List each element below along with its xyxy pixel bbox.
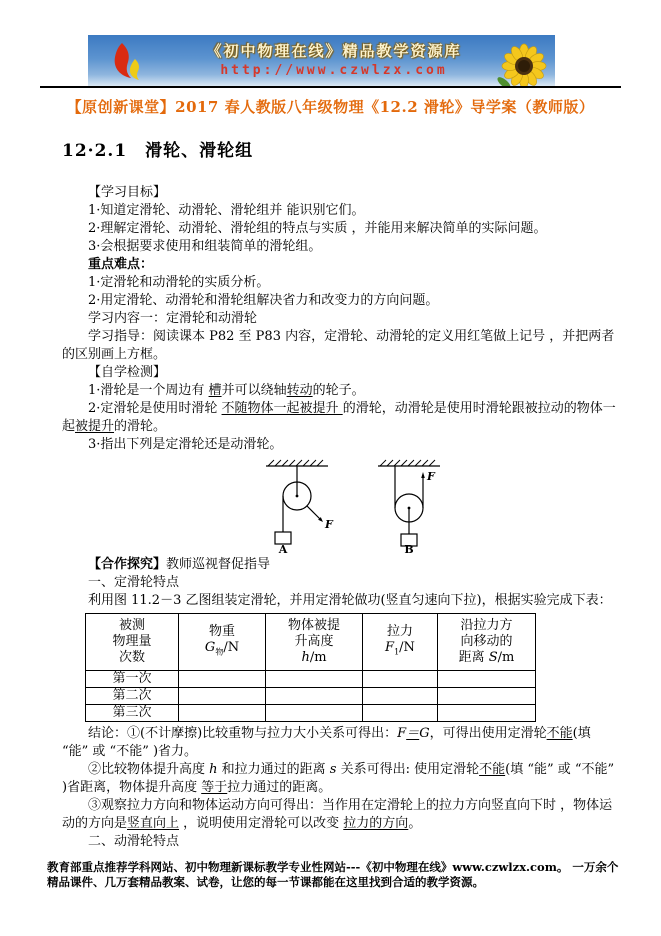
- col-header-force: [363, 614, 438, 671]
- symbol-F: F: [385, 639, 395, 655]
- study-guide-paragraph: 学习指导：阅读课本 P82 至 P83 内容，定滑轮、动滑轮的定义用红笔做上记号 ，并把两者的区别画上方框。: [62, 329, 615, 362]
- collab-title-bracket: 【合作探究】: [88, 557, 167, 572]
- text-segment: 并可以绕轴: [221, 383, 287, 398]
- text-segment: 关系可得出: 使用定滑轮: [336, 762, 480, 777]
- table-cell-empty: [363, 705, 438, 722]
- table-cell-empty: [179, 705, 266, 722]
- underlined-answer: 槽: [208, 383, 222, 398]
- unit: /N: [399, 639, 415, 655]
- content-topic-line: 学习内容一：定滑轮和动滑轮: [88, 311, 258, 326]
- table-cell-empty: [438, 688, 536, 705]
- document-body: [62, 142, 620, 851]
- header-line: 物重: [208, 623, 235, 639]
- text-segment: 2·定滑轮是使用时滑轮: [88, 401, 222, 416]
- text-segment: (填 “能” 或 “不能” )省距离，物体提升高度: [62, 762, 615, 795]
- row-label: 第二次: [86, 688, 179, 705]
- underlined-answer: 转动: [286, 383, 313, 398]
- text-segment: 结论：①(不计摩擦)比较重物与拉力大小关系可得出：: [88, 726, 398, 741]
- underlined-answer: 不能: [546, 726, 573, 741]
- symbol-G: G: [204, 639, 216, 655]
- text-segment: ③观察拉力方向和物体运动方向可得出：当作用在定滑轮上的拉力方向竖直向下时 ，物体运动的方向是: [62, 798, 613, 831]
- text-segment: 的滑轮。: [114, 419, 167, 434]
- text-segment: ，说明使用定滑轮可以改变: [179, 816, 344, 831]
- table-cell-empty: [266, 705, 363, 722]
- col-header-height: [266, 614, 363, 671]
- header-line: 距离: [458, 650, 489, 665]
- experiment-table: [85, 613, 536, 722]
- collab-title-rest: 教师巡视督促指导: [166, 557, 271, 572]
- keypoint-item-2: 2·用定滑轮、动滑轮和滑轮组解决省力和改变力的方向问题。: [88, 293, 439, 308]
- underlined-answer: 被提升: [75, 419, 115, 434]
- header-line: 向移动的: [460, 634, 513, 649]
- site-banner[interactable]: [88, 35, 555, 88]
- force-label-b: F: [427, 470, 435, 483]
- table-cell-empty: [363, 688, 438, 705]
- table-cell-empty: [438, 705, 536, 722]
- symbol-S: S: [488, 650, 498, 665]
- header-divider: [40, 86, 621, 88]
- unit: /m: [497, 650, 515, 665]
- header-formula: [438, 650, 535, 666]
- underlined-answer: 等于: [201, 780, 228, 795]
- header-formula: [266, 650, 362, 666]
- text-segment: 1·滑轮是一个周边有: [88, 383, 209, 398]
- keypoint-item-1: 1·定滑轮和动滑轮的实质分析。: [88, 275, 270, 290]
- col-header-measured: [86, 614, 179, 671]
- pulley-a-label: A: [278, 543, 288, 554]
- selfcheck-title: 【自学检测】: [88, 365, 167, 380]
- sunflower-image: [488, 41, 552, 88]
- subscript: 1: [394, 647, 400, 657]
- header-line: 被测: [118, 618, 145, 633]
- header-line: 次数: [118, 650, 145, 665]
- table-cell-empty: [179, 688, 266, 705]
- header-line: 物理量: [112, 634, 152, 649]
- underlined-answer: 不随物体一起被提升: [221, 401, 343, 416]
- force-label-a: F: [325, 518, 333, 531]
- page-footer: 教育部重点推荐学科网站、初中物理新课标教学专业性网站---《初中物理在线》www.czwlzx.com。 一万余个精品课件、几万套精品教案、试卷，让您的每一节课都能在这里找到合适的教学资源。: [47, 860, 619, 889]
- col-header-distance: [438, 614, 536, 671]
- conclusion-1: [62, 725, 620, 761]
- selfcheck-item-2: [62, 400, 620, 436]
- objectives-title: 【学习目标】: [88, 185, 167, 200]
- objective-item-2: 2·理解定滑轮、动滑轮、滑轮组的特点与实质 ，并能用来解决简单的实际问题。: [88, 221, 547, 236]
- unit: /N: [223, 639, 240, 655]
- movable-pulley-diagram-b: [378, 460, 440, 554]
- conclusion-3: [62, 797, 620, 833]
- symbol-h: h: [209, 762, 218, 777]
- pulley-b-label: B: [404, 543, 414, 554]
- pulley-figure: [252, 458, 462, 554]
- text-segment: 。: [408, 816, 422, 831]
- row-label: 第一次: [86, 671, 179, 688]
- header-line: 沿拉力方: [460, 618, 513, 633]
- header-formula: [179, 640, 265, 661]
- table-cell-empty: [266, 671, 363, 688]
- conclusion-2: [62, 761, 620, 797]
- underlined-answer: 拉力的方向: [343, 816, 409, 831]
- symbol-G: G: [419, 726, 430, 741]
- symbol-h: h: [301, 650, 310, 665]
- text-segment: 的滑轮，动滑轮是使用时滑轮跟被拉动的物体一起: [62, 401, 616, 434]
- table-row: [86, 671, 536, 688]
- header-line: 物体被提: [287, 618, 340, 633]
- symbol-F: F: [397, 726, 407, 741]
- selfcheck-item-3: 3·指出下列是定滑轮还是动滑轮。: [88, 437, 283, 452]
- text-segment: 和拉力通过的距离: [217, 762, 330, 777]
- subscript: 物: [215, 647, 224, 657]
- symbol-s: s: [329, 762, 337, 777]
- underlined-answer: ＝: [406, 726, 420, 741]
- keypoints-title: 重点难点：: [88, 257, 154, 272]
- text-segment: ，可得出使用定滑轮: [429, 726, 547, 741]
- site-url-link[interactable]: http://www.czwlzx.com: [220, 63, 448, 78]
- lesson-heading: 12·2.1 滑轮、滑轮组: [62, 141, 254, 161]
- header-formula: [363, 640, 437, 661]
- text-segment: 的轮子。: [312, 383, 365, 398]
- row-label: 第三次: [86, 705, 179, 722]
- text-segment: ②比较物体提升高度: [88, 762, 210, 777]
- experiment-intro: 利用图 11.2－3 乙图组装定滑轮，并用定滑轮做功(竖直匀速向下拉)，根据实验完成下表：: [88, 593, 612, 608]
- table-cell-empty: [363, 671, 438, 688]
- underlined-answer: 不能: [479, 762, 506, 777]
- header-line: 升高度: [294, 634, 334, 649]
- table-cell-empty: [438, 671, 536, 688]
- objective-item-3: 3·会根据要求使用和组装简单的滑轮组。: [88, 239, 322, 254]
- underlined-answer: 竖直向上: [127, 816, 180, 831]
- collab-title: [62, 556, 620, 574]
- table-cell-empty: [179, 671, 266, 688]
- text-segment: 拉力通过的距离。: [227, 780, 332, 795]
- selfcheck-item-1: [62, 382, 620, 400]
- table-row: [86, 705, 536, 722]
- objective-item-1: 1·知道定滑轮、动滑轮、滑轮组并 能识别它们。: [88, 203, 365, 218]
- fixed-pulley-diagram-a: [266, 460, 334, 554]
- document-title: 【原创新课堂】2017 春人教版八年级物理《12.2 滑轮》导学案（教师版）: [66, 98, 595, 116]
- table-cell-empty: [266, 688, 363, 705]
- text-segment: (填 “能” 或 “不能” )省力。: [62, 726, 591, 759]
- section-2-heading: 二、动滑轮特点: [88, 834, 180, 849]
- header-line: 拉力: [386, 623, 413, 639]
- col-header-weight: [179, 614, 266, 671]
- table-row: [86, 688, 536, 705]
- site-logo-icon: [108, 40, 152, 84]
- unit: /m: [309, 650, 327, 665]
- site-title: 《初中物理在线》精品教学资源库: [206, 42, 462, 60]
- section-1-heading: 一、定滑轮特点: [88, 575, 180, 590]
